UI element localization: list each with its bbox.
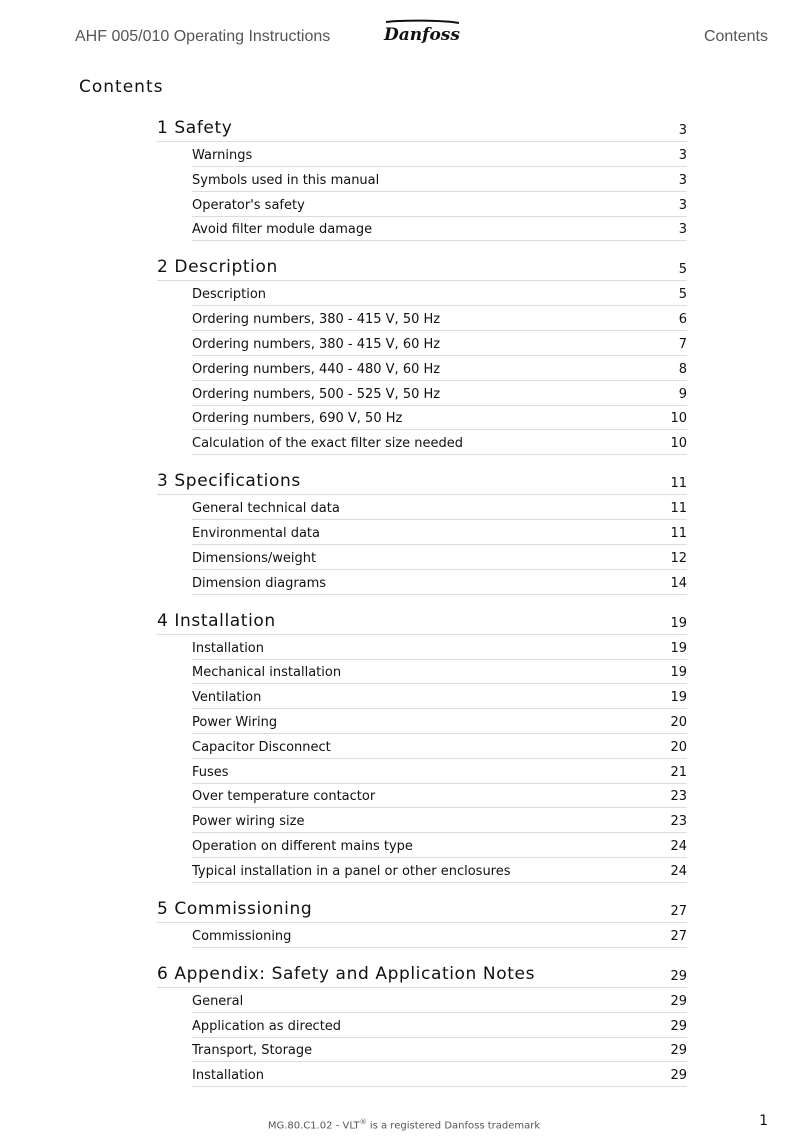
entry-title: Operation on different mains type (192, 838, 413, 854)
footer-trademark (0, 1118, 808, 1131)
chapter-page-number: 19 (670, 615, 687, 631)
entry-page-number: 19 (670, 640, 687, 656)
toc-chapter-entry[interactable] (157, 469, 687, 495)
entry-title: Ordering numbers, 380 - 415 V, 50 Hz (192, 312, 441, 328)
entry-page-number: 23 (670, 789, 687, 805)
chapter-page-number: 27 (670, 903, 687, 919)
entry-page-number: 3 (678, 148, 687, 163)
entry-title: Environmental data (192, 525, 321, 541)
toc-entry[interactable] (192, 357, 687, 381)
entry-title: General (192, 993, 244, 1009)
entry-page-number: 29 (670, 1068, 687, 1084)
toc-entry[interactable] (192, 809, 687, 833)
entry-title: Typical installation in a panel or other enclosures (192, 863, 511, 879)
toc-section (157, 116, 687, 241)
entry-page-number: 12 (670, 550, 687, 566)
toc-entry[interactable] (192, 143, 687, 167)
chapter-title: 6 Appendix: Safety and Application Notes (157, 963, 536, 984)
entry-title: General technical data (192, 501, 340, 517)
toc-entry[interactable] (192, 685, 687, 709)
entry-title: Mechanical installation (192, 665, 342, 681)
entry-title: Dimensions/weight (192, 550, 317, 566)
toc-entry[interactable] (192, 710, 687, 734)
entry-title: Avoid filter module damage (192, 222, 373, 238)
header-section-label: Contents (703, 28, 768, 45)
entry-page-number: 29 (670, 1043, 687, 1059)
entry-page-number: 20 (670, 714, 687, 730)
entry-page-number: 27 (670, 928, 687, 944)
chapter-title: 3 Specifications (157, 471, 301, 492)
toc-entry[interactable] (192, 217, 687, 241)
entry-page-number: 24 (670, 863, 687, 879)
toc-section (157, 897, 687, 948)
toc-section (157, 255, 687, 455)
chapter-page-number: 5 (678, 262, 687, 278)
entry-page-number: 3 (678, 222, 687, 238)
entry-title: Ventilation (192, 690, 262, 706)
entry-page-number: 14 (670, 575, 687, 591)
entry-title: Installation (192, 640, 265, 656)
entry-page-number: 6 (678, 312, 687, 328)
entry-page-number: 29 (670, 993, 687, 1009)
entry-page-number: 5 (678, 287, 687, 303)
toc-entry[interactable] (192, 760, 687, 784)
entry-title: Description (192, 287, 267, 303)
toc-entry[interactable] (192, 636, 687, 660)
entry-title: Over temperature contactor (192, 789, 376, 805)
entry-page-number: 7 (678, 336, 687, 352)
entry-title: Operator's safety (192, 197, 305, 213)
toc-section (157, 962, 687, 1087)
toc-entry[interactable] (192, 193, 687, 217)
toc-entry[interactable] (192, 784, 687, 808)
chapter-title: 2 Description (157, 257, 278, 278)
toc-chapter-entry[interactable] (157, 897, 687, 923)
chapter-title: 4 Installation (157, 610, 276, 631)
toc-entry[interactable] (192, 282, 687, 306)
entry-title: Fuses (192, 764, 229, 780)
toc-chapter-entry[interactable] (157, 255, 687, 281)
entry-page-number: 11 (670, 501, 687, 517)
registered-mark: ® (359, 1118, 367, 1126)
entry-page-number: 24 (670, 838, 687, 854)
entry-title: Dimension diagrams (192, 575, 327, 591)
entry-title: Warnings (192, 148, 253, 163)
entry-title: Ordering numbers, 440 - 480 V, 60 Hz (192, 361, 441, 377)
entry-page-number: 19 (670, 665, 687, 681)
toc-entry[interactable] (192, 431, 687, 455)
toc-entry[interactable] (192, 521, 687, 545)
entry-title: Transport, Storage (192, 1043, 313, 1059)
danfoss-logo (382, 18, 462, 48)
entry-page-number: 9 (678, 386, 687, 402)
chapter-page-number: 3 (678, 123, 687, 138)
toc-entry[interactable] (192, 307, 687, 331)
toc-entry[interactable] (192, 406, 687, 430)
toc-entry[interactable] (192, 382, 687, 406)
toc-entry[interactable] (192, 1038, 687, 1062)
entry-title: Capacitor Disconnect (192, 739, 331, 755)
entry-title: Power wiring size (192, 814, 305, 830)
toc-chapter-entry[interactable] (157, 962, 687, 988)
toc-section (157, 609, 687, 883)
entry-page-number: 21 (670, 764, 687, 780)
page-number: 1 (759, 1113, 768, 1129)
chapter-page-number: 11 (670, 476, 687, 492)
header-document-title: AHF 005/010 Operating Instructions (75, 28, 331, 45)
toc-section (157, 469, 687, 594)
table-of-contents (157, 116, 687, 1101)
entry-title: Symbols used in this manual (192, 172, 380, 188)
footer-trademark-text: is a registered Danfoss trademark (366, 1120, 541, 1132)
entry-page-number: 29 (670, 1018, 687, 1034)
toc-entry[interactable] (192, 660, 687, 684)
toc-entry[interactable] (192, 834, 687, 858)
toc-entry[interactable] (192, 859, 687, 883)
page-title: Contents (79, 77, 164, 97)
toc-entry[interactable] (192, 989, 687, 1013)
toc-entry[interactable] (192, 1014, 687, 1038)
entry-title: Ordering numbers, 380 - 415 V, 60 Hz (192, 336, 441, 352)
entry-page-number: 19 (670, 690, 687, 706)
entry-page-number: 10 (670, 411, 687, 427)
entry-page-number: 3 (678, 172, 687, 188)
entry-page-number: 10 (670, 436, 687, 452)
entry-title: Application as directed (192, 1018, 342, 1034)
chapter-title: 5 Commissioning (157, 898, 313, 919)
toc-entry[interactable] (192, 332, 687, 356)
footer-code: MG.80.C1.02 - VLT (267, 1120, 360, 1132)
chapter-title: 1 Safety (157, 118, 233, 138)
entry-page-number: 11 (670, 525, 687, 541)
svg-text:Danfoss: Danfoss (384, 25, 460, 45)
toc-entry[interactable] (192, 168, 687, 192)
entry-page-number: 20 (670, 739, 687, 755)
entry-title: Commissioning (192, 928, 292, 944)
entry-title: Ordering numbers, 690 V, 50 Hz (192, 411, 403, 427)
chapter-page-number: 29 (670, 968, 687, 984)
entry-page-number: 3 (678, 197, 687, 213)
toc-entry[interactable] (192, 546, 687, 570)
toc-entry[interactable] (192, 924, 687, 948)
entry-title: Installation (192, 1068, 265, 1084)
entry-page-number: 23 (670, 814, 687, 830)
toc-entry[interactable] (192, 735, 687, 759)
entry-title: Calculation of the exact filter size needed (192, 436, 464, 452)
toc-entry[interactable] (192, 571, 687, 595)
entry-page-number: 8 (678, 361, 687, 377)
entry-title: Ordering numbers, 500 - 525 V, 50 Hz (192, 386, 441, 402)
toc-chapter-entry[interactable] (157, 609, 687, 635)
entry-title: Power Wiring (192, 714, 278, 730)
toc-chapter-entry[interactable] (157, 116, 687, 142)
toc-entry[interactable] (192, 1063, 687, 1087)
toc-entry[interactable] (192, 496, 687, 520)
